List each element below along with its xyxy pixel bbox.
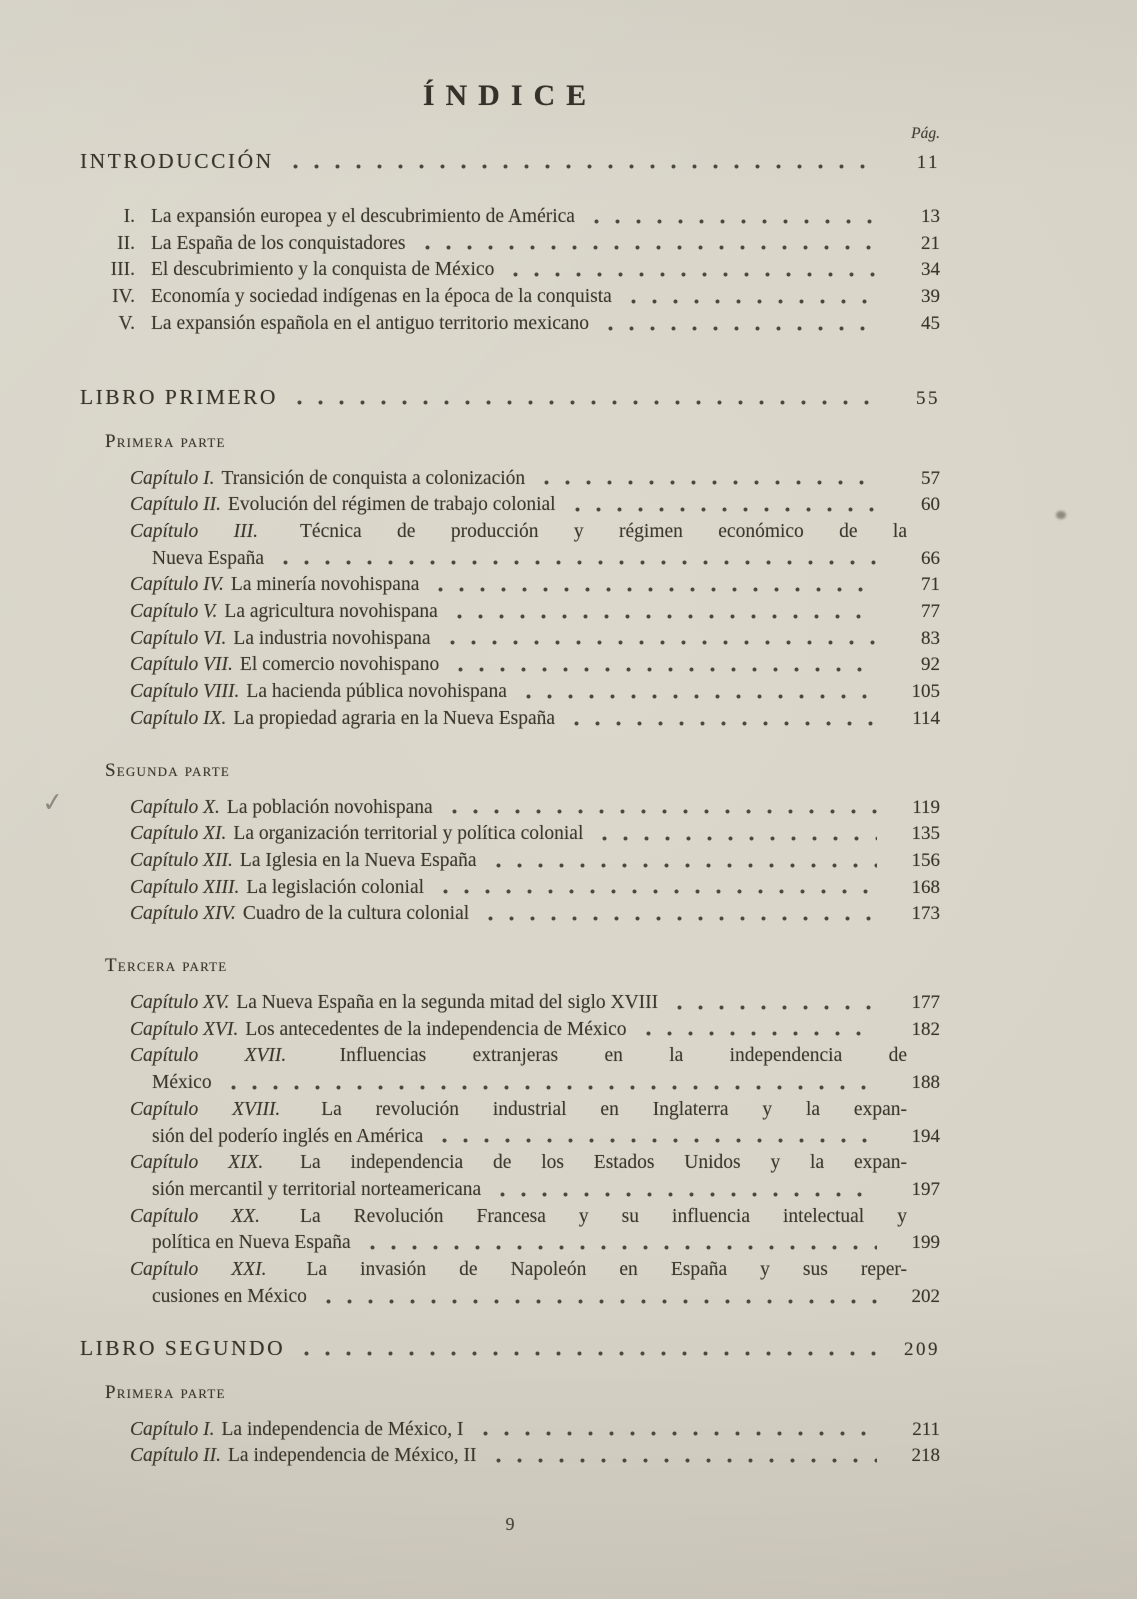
toc-entry xyxy=(80,679,940,706)
dot-leader xyxy=(283,148,877,176)
page-number: 39 xyxy=(921,286,940,308)
dot-leader xyxy=(432,1124,877,1151)
chapter-label: Capítulo V. xyxy=(130,601,218,623)
chapter-title: La organización territorial y política colonial xyxy=(233,823,584,845)
dot-leader xyxy=(428,572,877,599)
page-number: 177 xyxy=(911,992,940,1014)
page-number: 199 xyxy=(911,1232,940,1254)
chapter-label: Capítulo III. xyxy=(130,520,258,542)
chapter-title: La invasión de Napoleón en España y sus reper- xyxy=(306,1259,908,1281)
chapter-title: Los antecedentes de la independencia de México xyxy=(245,1018,627,1040)
dot-leader xyxy=(534,466,877,493)
dot-leader xyxy=(415,231,877,258)
page-number: 202 xyxy=(911,1285,940,1307)
dot-leader xyxy=(294,1335,877,1363)
chapter-title: La Nueva España en la segunda mitad del siglo XVIII xyxy=(236,992,659,1014)
chapter-title: Cuadro de la cultura colonial xyxy=(242,903,470,925)
chapter-title: La agricultura novohispana xyxy=(224,601,438,623)
page-number: 71 xyxy=(921,574,940,596)
dot-leader xyxy=(447,599,877,626)
dot-leader xyxy=(503,257,877,284)
chapter-title: La Iglesia en la Nueva España xyxy=(239,849,477,871)
toc-entry xyxy=(80,901,940,928)
page-number: 173 xyxy=(911,903,940,925)
page-number: 119 xyxy=(912,796,940,818)
toc-entry-first-line xyxy=(80,1150,907,1177)
chapter-title: Transición de conquista a colonización xyxy=(221,467,526,489)
page-number: 194 xyxy=(911,1125,940,1147)
chapter-label: Capítulo II. xyxy=(130,494,221,516)
dot-leader xyxy=(564,706,877,733)
toc-entry xyxy=(80,492,940,519)
part-heading-segunda-parte: Segunda parte xyxy=(105,759,230,781)
toc-entry xyxy=(80,284,940,311)
page-number: 114 xyxy=(912,707,940,729)
introduction-item-list xyxy=(80,204,940,338)
toc-entry-first-line xyxy=(80,1204,907,1231)
chapter-label: Capítulo XV. xyxy=(130,992,230,1014)
dot-leader xyxy=(598,311,877,338)
toc-entry xyxy=(80,875,940,902)
toc-entry xyxy=(80,466,940,493)
page-number: 135 xyxy=(911,823,940,845)
dot-leader xyxy=(565,492,877,519)
index-title: ÍNDICE xyxy=(422,79,598,112)
chapter-title: La minería novohispana xyxy=(230,574,420,596)
page-number: 197 xyxy=(911,1178,940,1200)
toc-entry xyxy=(80,1417,940,1444)
page-number: 11 xyxy=(916,152,940,173)
item-title: La expansión europea y el descubrimiento de América xyxy=(151,206,575,227)
page-number: 83 xyxy=(921,627,940,649)
chapter-title-continuation: cusiones en México xyxy=(152,1285,307,1307)
chapter-list xyxy=(80,466,940,733)
page-number: 66 xyxy=(921,547,940,569)
toc-entry xyxy=(80,990,940,1017)
dot-leader xyxy=(667,990,877,1017)
item-title: Economía y sociedad indígenas en la época de la conquista xyxy=(151,286,612,308)
page-number: 57 xyxy=(921,467,940,489)
chapter-title: La revolución industrial en Inglaterra y la expan- xyxy=(321,1098,907,1120)
chapter-title: Técnica de producción y régimen económico de la xyxy=(300,520,907,542)
page-column-header: Pág. xyxy=(911,125,940,142)
dot-leader xyxy=(478,901,877,928)
dot-leader xyxy=(221,1070,877,1097)
page-number: 92 xyxy=(921,654,940,676)
dot-leader xyxy=(316,1284,877,1311)
page-number: 156 xyxy=(911,849,940,871)
part-heading-primera-parte-libro2: Primera parte xyxy=(105,1381,226,1403)
folio-page-number: 9 xyxy=(505,1513,515,1534)
toc-entry-libro-primero xyxy=(80,384,940,412)
toc-entry-libro-segundo xyxy=(80,1335,940,1363)
toc-entry-continuation xyxy=(80,1230,940,1257)
toc-entry xyxy=(80,204,940,231)
chapter-label: Capítulo XII. xyxy=(130,849,233,871)
chapter-label: Capítulo VII. xyxy=(130,654,233,676)
chapter-title: La legislación colonial xyxy=(246,876,425,898)
page-number: 55 xyxy=(916,387,940,409)
part-heading-tercera-parte: Tercera parte xyxy=(105,955,228,977)
toc-entry xyxy=(80,572,940,599)
dot-leader xyxy=(490,1177,877,1204)
page-number: 209 xyxy=(904,1338,940,1360)
chapter-label: Capítulo XXI. xyxy=(130,1259,267,1281)
chapter-title: La independencia de México, I xyxy=(221,1418,464,1440)
chapter-list xyxy=(80,1417,940,1470)
chapter-label: Capítulo I. xyxy=(130,1418,215,1440)
chapter-label: Capítulo XVIII. xyxy=(130,1098,281,1120)
pencil-checkmark: ✓ xyxy=(40,786,66,819)
dot-leader xyxy=(486,848,877,875)
toc-entry xyxy=(80,599,940,626)
dot-leader xyxy=(273,546,877,573)
toc-entry xyxy=(80,626,940,653)
chapter-title: Evolución del régimen de trabajo colonial xyxy=(228,494,556,516)
chapter-title: El comercio novohispano xyxy=(239,654,440,676)
toc-entry-first-line xyxy=(80,1257,907,1284)
ink-smudge xyxy=(1056,511,1066,519)
page-number: 105 xyxy=(911,681,940,703)
toc-entry-continuation xyxy=(80,1177,940,1204)
item-title: La España de los conquistadores xyxy=(151,232,406,254)
item-numeral: III. xyxy=(110,259,135,281)
chapter-label: Capítulo XX. xyxy=(130,1205,260,1227)
chapter-label: Capítulo VIII. xyxy=(130,681,240,703)
chapter-list xyxy=(40,786,940,929)
chapter-label: Capítulo XVI. xyxy=(130,1018,239,1040)
chapter-label: Capítulo II. xyxy=(130,1445,221,1467)
item-numeral: IV. xyxy=(112,286,135,308)
toc-entry xyxy=(80,257,940,284)
chapter-title: La propiedad agraria en la Nueva España xyxy=(233,707,556,729)
chapter-title: La independencia de los Estados Unidos y la expan- xyxy=(300,1152,908,1174)
chapter-label: Capítulo XIV. xyxy=(130,903,236,925)
chapter-label: Capítulo XIX. xyxy=(130,1152,264,1174)
toc-entry xyxy=(80,231,940,258)
toc-entry xyxy=(80,706,940,733)
dot-leader xyxy=(440,626,877,653)
chapter-label: Capítulo X. xyxy=(130,796,220,818)
chapter-title: La población novohispana xyxy=(226,796,433,818)
dot-leader xyxy=(636,1017,878,1044)
toc-entry-continuation xyxy=(80,1124,940,1151)
page-number: 77 xyxy=(921,601,940,623)
page-number: 21 xyxy=(921,232,940,254)
chapter-title-continuation: política en Nueva España xyxy=(152,1232,351,1254)
toc-entry-first-line xyxy=(80,1043,907,1070)
dot-leader xyxy=(473,1417,877,1444)
toc-entry-introduccion xyxy=(80,148,940,176)
chapter-label: Capítulo VI. xyxy=(130,627,227,649)
page-number: 13 xyxy=(921,206,940,227)
chapter-label: Capítulo XVII. xyxy=(130,1045,287,1067)
dot-leader xyxy=(287,384,877,412)
page-number: 218 xyxy=(911,1445,940,1467)
toc-entry xyxy=(40,786,940,822)
page-number: 34 xyxy=(921,259,940,281)
toc-entry xyxy=(80,1443,940,1470)
page-number: 60 xyxy=(921,494,940,516)
chapter-title-continuation: Nueva España xyxy=(152,547,265,569)
toc-entry-continuation xyxy=(80,546,940,573)
toc-entry xyxy=(80,311,940,338)
item-numeral: II. xyxy=(117,232,135,254)
chapter-label: Capítulo I. xyxy=(130,467,215,489)
item-numeral: V. xyxy=(118,312,135,334)
dot-leader xyxy=(486,1443,877,1470)
dot-leader xyxy=(433,875,877,902)
chapter-title: La industria novohispana xyxy=(233,627,431,649)
chapter-title-continuation: sión mercantil y territorial norteamericana xyxy=(152,1178,482,1200)
book-label: LIBRO PRIMERO xyxy=(80,384,278,409)
chapter-title-continuation: sión del poderío inglés en América xyxy=(152,1125,424,1147)
chapter-title: La hacienda pública novohispana xyxy=(246,681,507,703)
chapter-title: La Revolución Francesa y su influencia intelectual y xyxy=(300,1205,908,1227)
toc-entry xyxy=(80,848,940,875)
toc-entry xyxy=(80,1017,940,1044)
page-number: 211 xyxy=(912,1418,940,1440)
dot-leader xyxy=(448,652,877,679)
toc-entry-first-line xyxy=(80,519,907,546)
page-number: 188 xyxy=(911,1072,940,1094)
chapter-title: Influencias extranjeras en la independencia de xyxy=(339,1045,907,1067)
part-heading-primera-parte: Primera parte xyxy=(105,430,226,452)
toc-entry-continuation xyxy=(80,1070,940,1097)
section-label: INTRODUCCIÓN xyxy=(80,149,274,173)
item-title: La expansión española en el antiguo territorio mexicano xyxy=(151,312,590,334)
page-number: 45 xyxy=(921,312,940,334)
dot-leader xyxy=(584,204,877,231)
chapter-title: La independencia de México, II xyxy=(228,1445,477,1467)
page-number: 182 xyxy=(911,1018,940,1040)
toc-entry xyxy=(80,821,940,848)
page-number: 168 xyxy=(911,876,940,898)
chapter-label: Capítulo XIII. xyxy=(130,876,240,898)
toc-entry-continuation xyxy=(80,1284,940,1311)
toc-entry xyxy=(80,652,940,679)
book-label: LIBRO SEGUNDO xyxy=(80,1335,286,1360)
chapter-label: Capítulo IX. xyxy=(130,707,227,729)
dot-leader xyxy=(442,795,877,822)
chapter-label: Capítulo IV. xyxy=(130,574,224,596)
item-title: El descubrimiento y la conquista de México xyxy=(151,259,495,281)
chapter-title-continuation: México xyxy=(152,1072,212,1094)
chapter-label: Capítulo XI. xyxy=(130,823,227,845)
dot-leader xyxy=(592,821,877,848)
toc-entry-first-line xyxy=(80,1097,907,1124)
dot-leader xyxy=(360,1230,877,1257)
chapter-list xyxy=(80,990,940,1310)
item-numeral: I. xyxy=(123,206,135,227)
dot-leader xyxy=(516,679,877,706)
dot-leader xyxy=(621,284,877,311)
